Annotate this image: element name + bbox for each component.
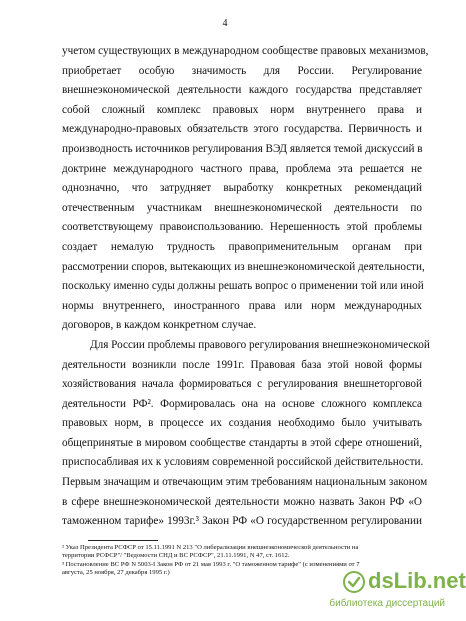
text-line: таможенном тарифе» 1993г.³ Закон РФ «О государственном регулировании: [62, 515, 422, 528]
dslib-logo-icon: [342, 570, 366, 594]
text-line: приспосабливая их к условиям современной российской действительности.: [62, 456, 424, 469]
text-line: учетом существующих в международном сообществе правовых механизмов,: [62, 45, 429, 57]
text-line: создает немалую трудность правоприменительным органам при: [62, 240, 422, 253]
text-line: Первым значащим и отвечающим этим требованиям национальным законом: [62, 476, 428, 489]
text-line: международно-правовых обязательств этого государства. Первичность и: [62, 123, 422, 136]
text-line: доктрине международного частного права, проблема эта решается не: [62, 162, 422, 175]
watermark-caption: библиотека диссертаций: [329, 598, 445, 609]
text-line: рассмотрении споров, вытекающих из внешнеэкономической деятельности,: [62, 260, 425, 273]
text-line: собой сложный комплекс правовых норм внутреннего права и: [62, 103, 422, 116]
text-line: отечественным участникам внешнеэкономической деятельности по: [62, 201, 422, 214]
text-line: Для России проблемы правового регулирования внешнеэкономической: [90, 338, 430, 351]
text-line: деятельности возникли после 1991г. Правовая база этой новой формы: [62, 358, 422, 371]
text-line: правовых норм, в процессе их создания необходимо было учитывать: [62, 417, 422, 430]
text-line: деятельности РФ². Формировалась она на основе сложного комплекса: [62, 397, 422, 410]
footnote-line: территории РСФСР"/ "Ведомости СНД и ВС РСФСР", 21.11.1991, N 47, ст. 1612.: [62, 552, 290, 560]
text-line: общепринятые в мировом сообществе стандарты в этой сфере отношений,: [62, 436, 422, 449]
text-line: соответствующему правоиспользованию. Нерешенность этой проблемы: [62, 221, 422, 234]
watermark[interactable]: [320, 568, 466, 616]
footnote-line: августа, 25 ноября, 27 декабря 1995 г.): [62, 569, 170, 577]
text-line: в сфере внешнеэкономической деятельности можно назвать Закон РФ «О: [62, 495, 422, 508]
text-line: договоров, в каждом конкретном случае.: [62, 319, 257, 332]
page-number: 4: [222, 18, 228, 29]
footnote-line: ² Указ Президента РСФСР от 15.11.1991 N 213 "О либерализации внешнеэкономической деятельности на: [62, 544, 359, 551]
text-line: поскольку именно суды должны решать вопрос о применении той или иной: [62, 280, 424, 293]
text-line: однозначно, что затрудняет выработку конкретных рекомендаций: [62, 182, 422, 195]
text-line: внешнеэкономической деятельности каждого государства представляет: [62, 84, 422, 97]
text-line: приобретает особую значимость для России. Регулирование: [62, 64, 422, 77]
footnote-line: ³ Постановление ВС РФ N 5003-I Закон РФ от 21 мая 1993 г. "О таможенном тарифе" (с изменениями от 7: [62, 560, 360, 568]
body-text: [62, 42, 430, 532]
text-line: хозяйствования начала формироваться с регулирования внешнеторговой: [62, 378, 422, 391]
footnote-divider: [88, 540, 158, 541]
watermark-logo-text: dsLib.net: [368, 568, 466, 593]
text-line: нормы внутреннего, иностранного права или норм международных: [62, 299, 422, 312]
text-line: производность источников регулирования ВЭД является темой дискуссий в: [62, 142, 423, 155]
